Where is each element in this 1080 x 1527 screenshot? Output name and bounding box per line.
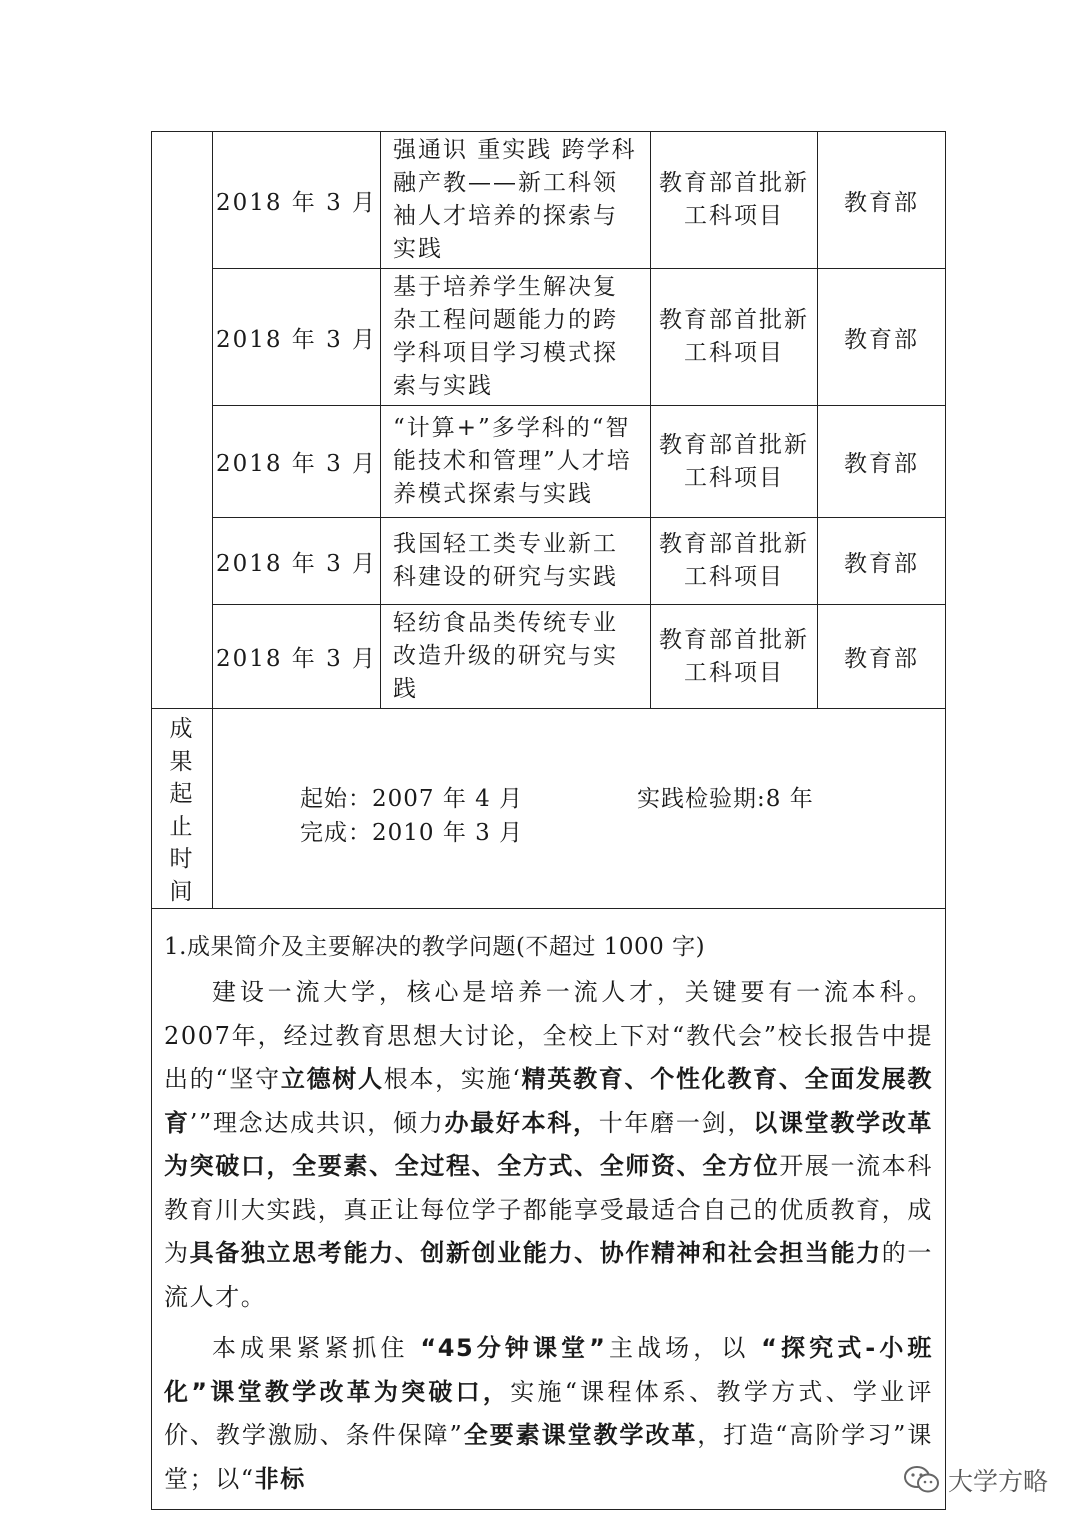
summary-paragraph-2	[164, 1327, 933, 1501]
text-run: 的一流人才。	[164, 1239, 933, 1311]
project-row	[152, 269, 946, 406]
time-cell	[213, 709, 946, 909]
project-org: 教育部	[818, 132, 946, 269]
project-type: 教育部首批新工科项目	[651, 518, 818, 605]
bold-run: “45分钟课堂”	[420, 1334, 607, 1362]
project-date: 2018 年 3 月	[213, 605, 381, 709]
project-org: 教育部	[818, 605, 946, 709]
text-run: 根本，实施‘	[383, 1065, 522, 1093]
time-label-char: 果	[169, 748, 195, 775]
bold-run: 办最好本科，	[444, 1108, 599, 1137]
text-run: 开展一流本科教育川大实践，真正让每位学子都能享受最适合自己的优质教育，成为	[164, 1152, 933, 1267]
time-label-char: 止	[169, 813, 195, 840]
project-date: 2018 年 3 月	[213, 518, 381, 605]
text-run: 实施“课程体系、教学方式、学业评价、教学激励、条件保障”	[164, 1377, 933, 1449]
time-label-char: 成	[169, 716, 195, 742]
project-org: 教育部	[818, 269, 946, 406]
bold-run: 具备独立思考能力、创新创业能力、协作精神和社会担当能力	[189, 1239, 882, 1267]
project-title: “计算+”多学科的“智能技术和管理”人才培养模式探索与实践	[381, 406, 651, 518]
project-title: 我国轻工类专业新工科建设的研究与实践	[381, 518, 651, 605]
project-date: 2018 年 3 月	[213, 132, 381, 269]
time-label-char: 间	[169, 878, 195, 905]
time-label	[152, 709, 213, 909]
practice-period: 实践检验期:8 年	[637, 785, 814, 812]
project-type: 教育部首批新工科项目	[651, 132, 818, 269]
summary-cell	[152, 909, 946, 1510]
project-date: 2018 年 3 月	[213, 269, 381, 406]
project-title: 轻纺食品类传统专业改造升级的研究与实践	[381, 605, 651, 709]
project-type: 教育部首批新工科项目	[651, 605, 818, 709]
wechat-icon	[902, 1464, 942, 1496]
start-date: 起始：2007 年 4 月	[300, 785, 524, 812]
time-row	[152, 709, 946, 909]
achievement-table	[151, 131, 946, 1510]
text-run: ，打造“高阶学习”课堂；以“	[164, 1421, 934, 1493]
summary-row	[152, 909, 946, 1510]
text-run: 建设一流大学，核心是培养一流人才，关键要有一流本科。2007年，经过教育思想大讨论，全校上下对“教代会”校长报告中提出的“坚守	[164, 978, 933, 1093]
project-org: 教育部	[818, 518, 946, 605]
summary-heading: 1.成果简介及主要解决的教学问题(不超过 1000 字)	[164, 934, 706, 960]
bold-run: 立德树人	[280, 1065, 384, 1093]
project-org: 教育部	[818, 406, 946, 518]
blank-category-cell	[152, 132, 213, 709]
bold-run: 非标	[254, 1464, 306, 1493]
watermark-text: 大学方略	[947, 1467, 1048, 1496]
bold-run: 精英教育、个性化教育、全面发展教育	[164, 1065, 933, 1137]
project-title: 强通识 重实践 跨学科融产教——新工科领袖人才培养的探索与实践	[381, 132, 651, 269]
text-run: ’”理念达成共识，倾力	[189, 1108, 445, 1137]
end-date: 完成：2010 年 3 月	[300, 819, 524, 846]
project-row	[152, 132, 946, 269]
project-date: 2018 年 3 月	[213, 406, 381, 518]
text-run: 十年磨一剑，	[598, 1108, 754, 1137]
project-type: 教育部首批新工科项目	[651, 406, 818, 518]
project-row	[152, 406, 946, 518]
summary-paragraph-1	[164, 971, 933, 1319]
project-type: 教育部首批新工科项目	[651, 269, 818, 406]
time-label-char: 起	[169, 781, 195, 807]
text-run: 本成果紧紧抓住	[212, 1334, 421, 1362]
bold-run: 以课堂教学改革为突破口，全要素、全过程、全方式、全师资、全方位	[164, 1108, 934, 1180]
text-run: 主战场，以	[606, 1334, 762, 1362]
time-label-char: 时	[169, 846, 195, 872]
watermark	[902, 1462, 1048, 1498]
project-row	[152, 605, 946, 709]
project-title: 基于培养学生解决复杂工程问题能力的跨学科项目学习模式探索与实践	[381, 269, 651, 406]
project-row	[152, 518, 946, 605]
bold-run: 全要素课堂教学改革	[463, 1421, 698, 1449]
bold-run: “探究式-小班化”课堂教学改革为突破口，	[164, 1334, 934, 1406]
